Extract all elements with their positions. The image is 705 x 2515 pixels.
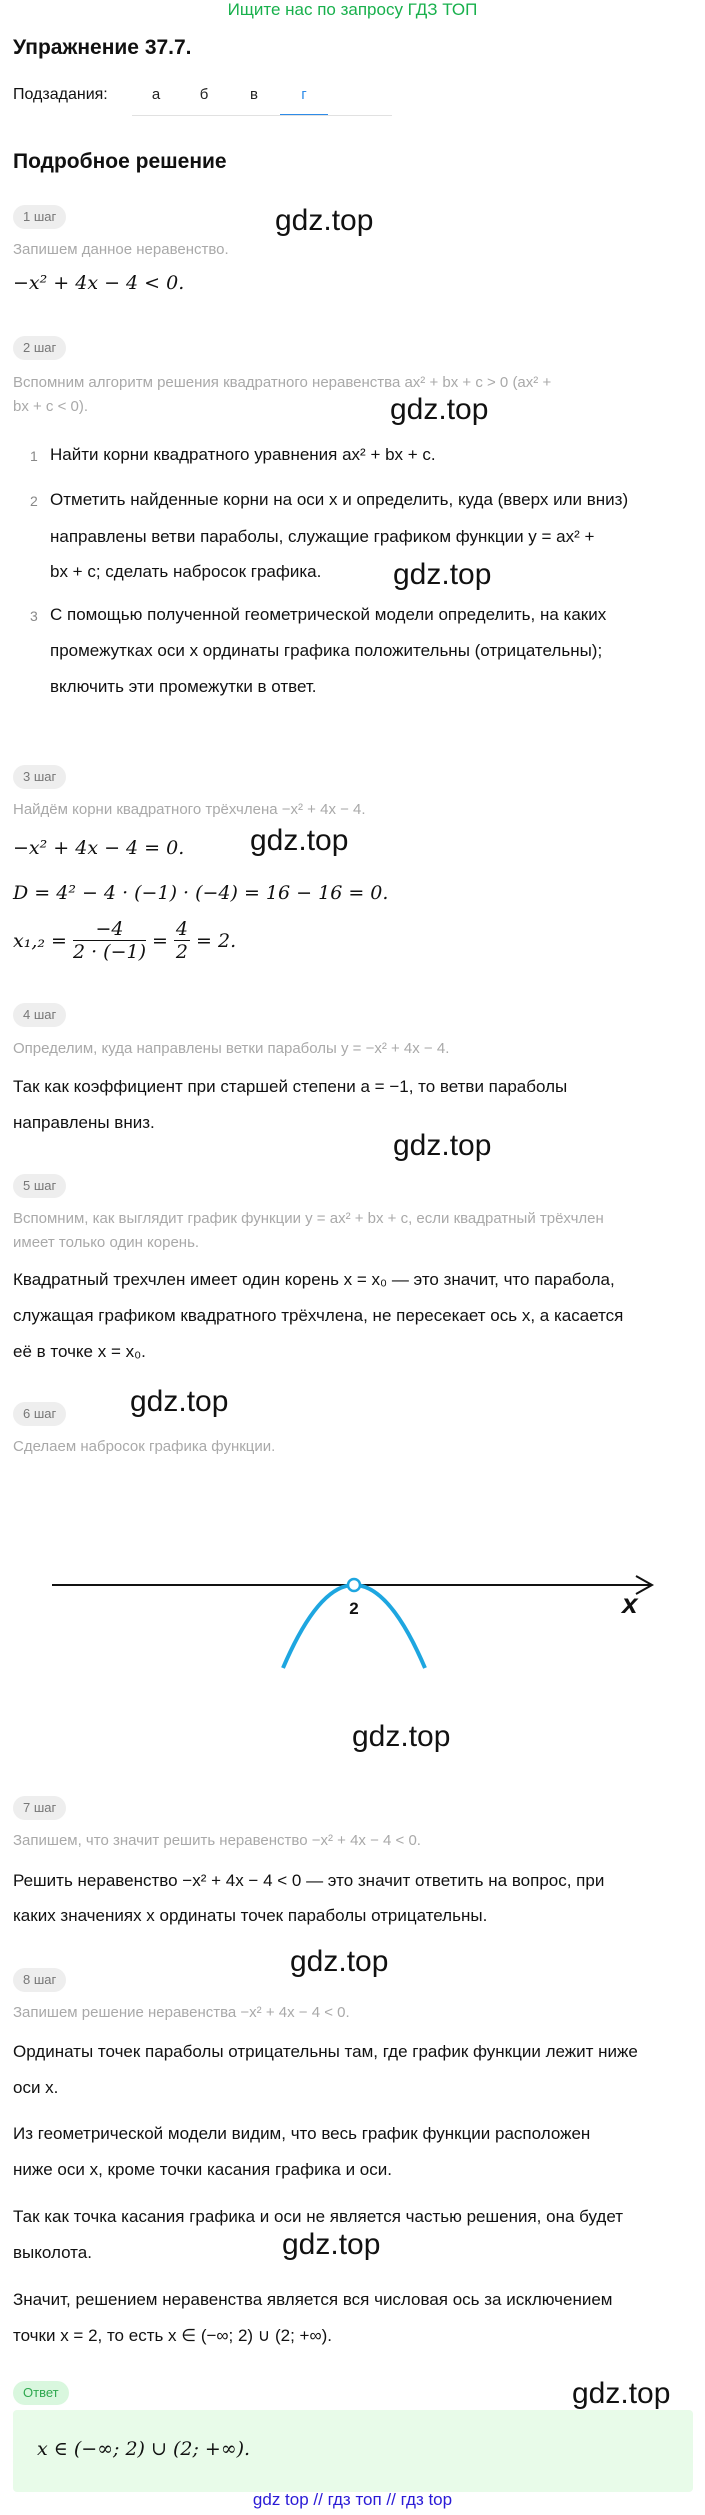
subtask-tab-b[interactable]: б [199, 86, 209, 103]
fraction: $\frac{4}{2}$ [175, 918, 189, 963]
roots-lhs: x₁,₂ = [13, 929, 67, 952]
subtasks-label: Подзадания: [13, 86, 108, 103]
step-text: служащая графиком квадратного трёхчлена, не пересекает ось x, а касается [13, 1306, 624, 1325]
list-number: 2 [30, 493, 38, 509]
step-note: Сделаем набросок графика функции. [13, 1438, 276, 1455]
step-text: Квадратный трехчлен имеет один корень x = x₀ — это значит, что парабола, [13, 1270, 615, 1289]
parabola-graph [0, 1540, 705, 1690]
watermark: gdz.top [390, 393, 489, 426]
answer-badge: Ответ [13, 2381, 69, 2405]
watermark: gdz.top [282, 2228, 381, 2261]
page-title: Упражнение 37.7. [13, 36, 192, 59]
step-badge: 4 шаг [13, 1003, 66, 1027]
step-text: выколота. [13, 2243, 92, 2262]
watermark: gdz.top [275, 204, 374, 237]
step-note: Запишем, что значит решить неравенство −x² + 4x − 4 < 0. [13, 1832, 421, 1849]
list-item: промежутках оси x ординаты графика положительны (отрицательны); [50, 641, 603, 660]
list-item: Найти корни квадратного уравнения ax² + bx + c. [50, 445, 436, 464]
point-label: 2 [349, 1599, 359, 1618]
step-text: Значит, решением неравенства является вся числовая ось за исключением [13, 2290, 613, 2309]
step-text: оси x. [13, 2078, 59, 2097]
subtask-tab-v[interactable]: в [250, 86, 258, 103]
step-math: D = 4² − 4 · (−1) · (−4) = 16 − 16 = 0. [13, 882, 389, 904]
list-item: направлены ветви параболы, служащие графиком функции y = ax² + [50, 527, 595, 546]
step-text: Решить неравенство −x² + 4x − 4 < 0 — это значит ответить на вопрос, при [13, 1871, 605, 1890]
step-text: направлены вниз. [13, 1113, 155, 1132]
list-item: включить эти промежутки в ответ. [50, 677, 317, 696]
step-text: Из геометрической модели видим, что весь график функции расположен [13, 2124, 591, 2143]
axis-label: x [622, 1588, 638, 1619]
step-badge: 1 шаг [13, 205, 66, 229]
step-math: −x² + 4x − 4 = 0. [13, 837, 185, 859]
step-note: Вспомним, как выглядит график функции y = ax² + bx + c, если квадратный трёхчлен [13, 1210, 604, 1227]
search-banner[interactable]: Ищите нас по запросу ГДЗ ТОП [227, 0, 478, 19]
roots-result: = 2. [196, 929, 237, 952]
tangent-point [348, 1579, 360, 1591]
step-badge: 2 шаг [13, 336, 66, 360]
step-note: bx + c < 0). [13, 398, 89, 415]
equals-sign: = [152, 929, 168, 952]
step-text: точки x = 2, то есть x ∈ (−∞; 2) ∪ (2; +∞). [13, 2326, 332, 2345]
step-note: Определим, куда направлены ветки параболы y = −x² + 4x − 4. [13, 1040, 450, 1057]
watermark: gdz.top [250, 824, 349, 857]
watermark: gdz.top [393, 558, 492, 591]
section-title: Подробное решение [13, 150, 227, 173]
subtask-tab-a[interactable]: а [151, 86, 161, 103]
step-note: имеет только один корень. [13, 1234, 200, 1251]
answer-box [13, 2410, 693, 2492]
subtask-tab-g[interactable]: г [280, 74, 328, 116]
list-item: Отметить найденные корни на оси x и определить, куда (вверх или вниз) [50, 490, 629, 509]
step-note: Найдём корни квадратного трёхчлена −x² + 4x − 4. [13, 801, 366, 818]
step-text: Так как точка касания графика и оси не является частью решения, она будет [13, 2207, 624, 2226]
roots-formula [13, 918, 236, 963]
parabola-curve [283, 1585, 425, 1668]
fraction: $\frac{-4}{2 \cdot (-1)}$ [72, 918, 146, 963]
list-number: 1 [30, 448, 38, 464]
answer-value: x ∈ (−∞; 2) ∪ (2; +∞). [37, 2438, 251, 2460]
step-note: Вспомним алгоритм решения квадратного неравенства ax² + bx + c > 0 (ax² + [13, 374, 552, 391]
step-text: Так как коэффициент при старшей степени a = −1, то ветви параболы [13, 1077, 568, 1096]
list-number: 3 [30, 608, 38, 624]
step-text: её в точке x = x₀. [13, 1342, 146, 1361]
step-badge: 7 шаг [13, 1796, 66, 1820]
step-text: ниже оси x, кроме точки касания графика и оси. [13, 2160, 392, 2179]
watermark: gdz.top [572, 2377, 671, 2410]
step-note: Запишем решение неравенства −x² + 4x − 4 < 0. [13, 2004, 350, 2021]
watermark: gdz.top [352, 1720, 451, 1753]
watermark: gdz.top [393, 1129, 492, 1162]
step-math: −x² + 4x − 4 < 0. [13, 272, 185, 294]
step-badge: 5 шаг [13, 1174, 66, 1198]
list-item: С помощью полученной геометрической модели определить, на каких [50, 605, 607, 624]
step-text: каких значениях x ординаты точек параболы отрицательны. [13, 1906, 488, 1925]
subtasks-divider [132, 115, 392, 116]
step-badge: 8 шаг [13, 1968, 66, 1992]
watermark: gdz.top [130, 1385, 229, 1418]
step-note: Запишем данное неравенство. [13, 241, 229, 258]
step-text: Ординаты точек параболы отрицательны там, где график функции лежит ниже [13, 2042, 638, 2061]
footer-links[interactable]: gdz top // гдз топ // гдз top [252, 2490, 453, 2509]
step-badge: 3 шаг [13, 765, 66, 789]
watermark: gdz.top [290, 1945, 389, 1978]
list-item: bx + c; сделать набросок графика. [50, 562, 322, 581]
step-badge: 6 шаг [13, 1402, 66, 1426]
